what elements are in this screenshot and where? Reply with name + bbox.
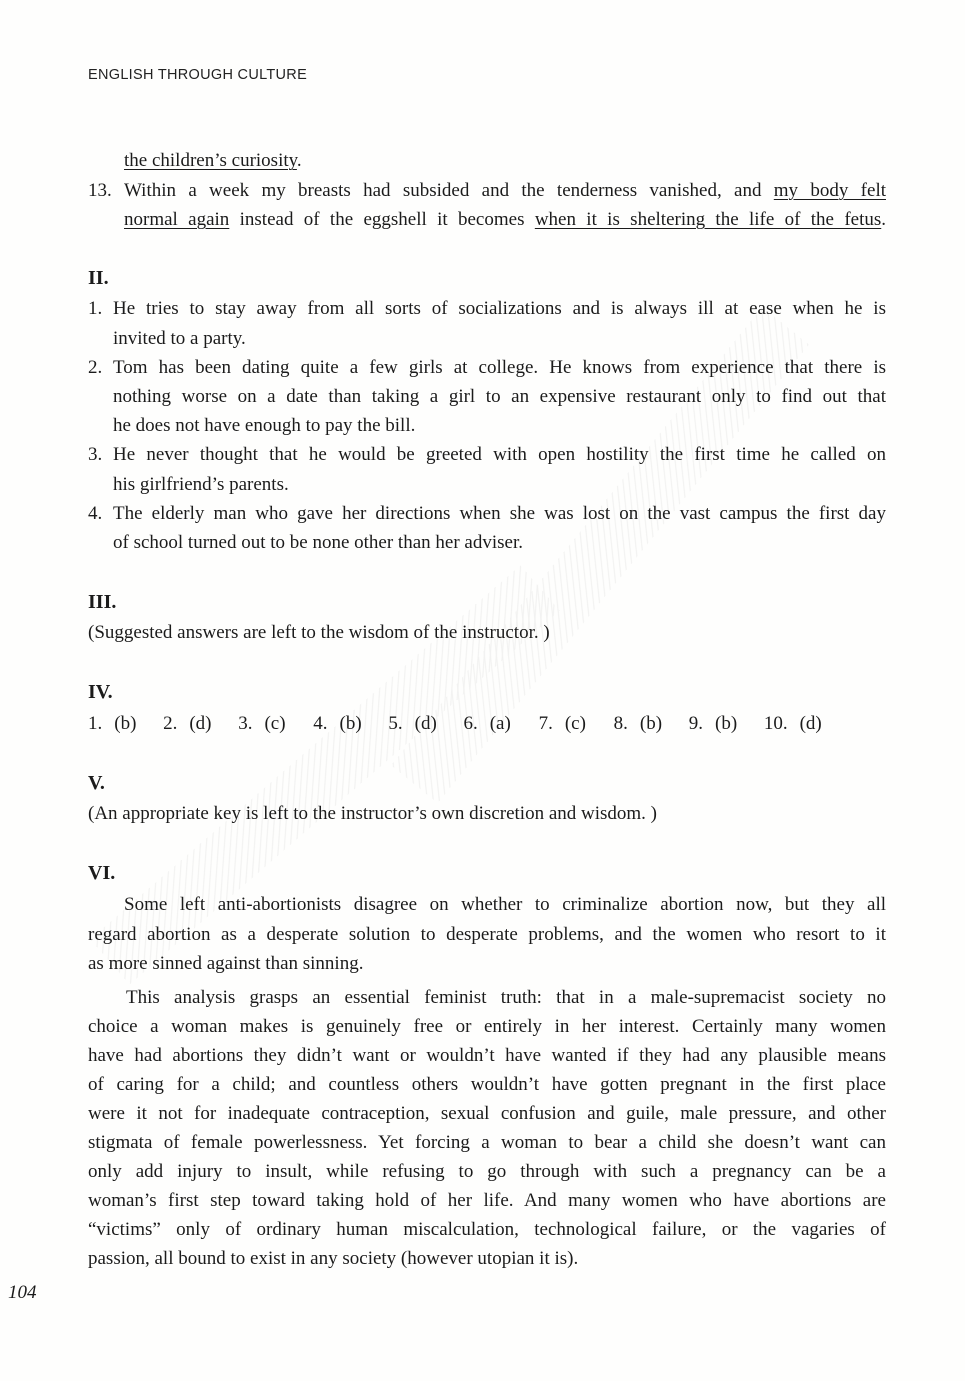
text-line: passion, all bound to exist in any society (however utopian it is). xyxy=(88,1247,579,1269)
text-line: of school turned out to be none other than her adviser. xyxy=(113,532,523,554)
underlined-phrase: when it is sheltering the life of the fetus xyxy=(534,208,882,230)
exercise-v-note xyxy=(88,799,886,828)
section-heading: III. xyxy=(88,590,117,613)
text-line: regard abortion as a desperate solution to desperate problems, and the women who resort to it xyxy=(88,923,886,945)
answer-number: 6. xyxy=(463,713,478,735)
answer-key: (b) xyxy=(339,713,362,735)
text-line: He never thought that he would be greeted with open hostility the first time he called on xyxy=(113,444,886,466)
answer-item xyxy=(163,709,238,738)
answer-number: 3. xyxy=(238,713,253,735)
answer-key: (c) xyxy=(264,713,286,735)
paragraph xyxy=(88,983,886,1273)
exercise-iii-note xyxy=(88,618,886,647)
text-segment: instead of the eggshell it becomes xyxy=(229,208,535,230)
text-line: stigmata of female powerlessness. Yet forcing a woman to bear a child she doesn’t want can xyxy=(88,1131,886,1153)
section-heading: V. xyxy=(88,771,105,794)
text-line xyxy=(124,176,886,205)
answer-item xyxy=(539,709,614,738)
list-item xyxy=(88,440,886,498)
answer-key: (d) xyxy=(189,713,212,735)
text-line: This analysis grasps an essential feminist truth: that in a male-supremacist society no xyxy=(126,986,886,1008)
underlined-phrase: normal again xyxy=(124,208,230,230)
text-line: as more sinned against than sinning. xyxy=(88,952,364,974)
text-line: The elderly man who gave her directions when she was lost on the vast campus the first day xyxy=(113,502,886,524)
answer-item xyxy=(463,709,538,738)
answer-key: (b) xyxy=(114,713,137,735)
answer-item xyxy=(764,709,839,738)
list-item xyxy=(88,499,886,557)
item-number: 2. xyxy=(88,356,103,378)
text-segment: Within a week my breasts had subsided and the tenderness vanished, and xyxy=(124,179,774,201)
answer-number: 9. xyxy=(688,713,703,735)
exercise-ii-list xyxy=(88,294,886,557)
item-number: 3. xyxy=(88,444,103,466)
answer-item xyxy=(88,709,163,738)
answer-number: 10. xyxy=(763,713,788,735)
answer-key: (d) xyxy=(799,713,822,735)
answer-key: (d) xyxy=(414,713,437,735)
underlined-phrase: the children’s curiosity xyxy=(124,150,297,172)
page-number: 104 xyxy=(8,1282,37,1303)
item-number: 1. xyxy=(88,298,103,320)
answer-number: 2. xyxy=(163,713,178,735)
text-line: (Suggested answers are left to the wisdom of the instructor. ) xyxy=(88,622,550,644)
exercise-i-tail xyxy=(88,146,886,234)
text-line: woman’s first step toward taking hold of her life. And many women who have abortions are xyxy=(88,1189,886,1211)
text-line: invited to a party. xyxy=(113,327,246,349)
answer-item xyxy=(313,709,388,738)
running-head: ENGLISH THROUGH CULTURE xyxy=(88,67,308,83)
text-line: his girlfriend’s parents. xyxy=(113,473,289,495)
text-line: “victims” only of ordinary human miscalculation, technological failure, or the vagaries of xyxy=(88,1218,886,1240)
text-line: only add injury to insult, while refusing to go through with such a pregnancy can be a xyxy=(88,1160,886,1182)
answer-item xyxy=(614,709,689,738)
text-line: Some left anti-abortionists disagree on whether to criminalize abortion now, but they all xyxy=(124,894,886,916)
item-number: 13. xyxy=(88,179,112,201)
answer-key-row xyxy=(88,709,886,738)
answer-key: (a) xyxy=(489,713,511,735)
text-segment: . xyxy=(881,208,886,230)
answer-key: (b) xyxy=(639,713,663,735)
text-line xyxy=(124,146,886,175)
text-line: He tries to stay away from all sorts of socializations and is always ill at ease when he is xyxy=(113,298,886,320)
answer-key: (b) xyxy=(715,713,738,735)
text-line: he does not have enough to pay the bill. xyxy=(113,415,416,437)
answer-number: 1. xyxy=(88,713,103,735)
answer-number: 8. xyxy=(613,713,628,735)
section-heading: II. xyxy=(88,266,109,289)
paragraph xyxy=(88,890,886,978)
text-line: of caring for a child; and countless others wouldn’t have gotten pregnant in the first place xyxy=(88,1073,886,1095)
list-item xyxy=(88,353,886,441)
answer-key: (c) xyxy=(564,713,586,735)
text-line: have had abortions they didn’t want or wouldn’t have wanted if they had any plausible means xyxy=(88,1044,886,1066)
section-heading: IV. xyxy=(88,680,113,703)
underlined-phrase: my body felt xyxy=(773,179,886,201)
answer-number: 5. xyxy=(388,713,403,735)
text-line: nothing worse on a date than taking a girl to an expensive restaurant only to find out that xyxy=(113,386,886,407)
text-segment: . xyxy=(296,150,302,172)
section-heading: VI. xyxy=(88,861,116,884)
text-line xyxy=(124,205,886,234)
answer-item xyxy=(388,709,463,738)
item-number: 4. xyxy=(88,502,103,524)
answer-item xyxy=(238,709,313,738)
text-line: (An appropriate key is left to the instructor’s own discretion and wisdom. ) xyxy=(88,803,657,825)
answer-number: 7. xyxy=(538,713,553,735)
text-line: Tom has been dating quite a few girls at college. He knows from experience that there is xyxy=(113,356,886,378)
list-item xyxy=(88,294,886,352)
list-item xyxy=(88,176,886,234)
text-line: choice a woman makes is genuinely free or entirely in her interest. Certainly many women xyxy=(88,1015,886,1037)
answer-item xyxy=(689,709,764,738)
answer-number: 4. xyxy=(313,713,328,735)
text-line: were it not for inadequate contraception, sexual confusion and guile, male pressure, and other xyxy=(88,1102,886,1124)
